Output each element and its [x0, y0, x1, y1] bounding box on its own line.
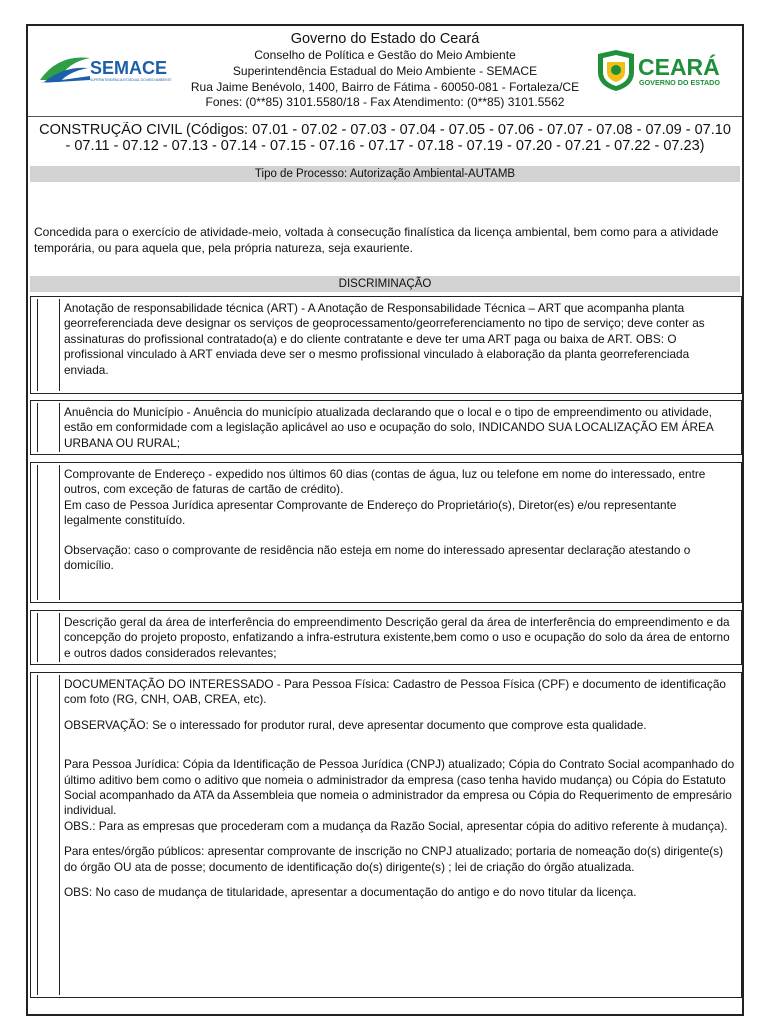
checklist-item-address-proof — [30, 462, 742, 603]
item-text: Anotação de responsabilidade técnica (ART) - A Anotação de Responsabilidade Técnica – ART que acompanha planta georreferenciada deve designar os serviços de geoprocessamento/georreferenciamento no tipo de serviço; deve conter as assinaturas do profissional contratado(a) e do cliente contratante e deve ter uma ART paga ou baixa de ART. OBS: O profissional vinculado à ART enviada deve ser o mesmo profissional vinculado à elaboração da planta georreferenciada enviada. — [64, 301, 705, 377]
discrimination-header: DISCRIMINAÇÃO — [30, 276, 740, 292]
checklist-item-art — [30, 296, 742, 394]
checkbox[interactable] — [37, 613, 60, 662]
checkbox[interactable] — [37, 675, 60, 995]
superintendency-name: Superintendência Estadual do Meio Ambiente - SEMACE — [232, 63, 538, 78]
process-type-bar: Tipo de Processo: Autorização Ambiental-AUTAMB — [30, 166, 740, 182]
checkbox[interactable] — [37, 465, 60, 600]
item-text: Anuência do Município - Anuência do município atualizada declarando que o local e o tipo de empreendimento ou atividade, estão em conformidade com a legislação aplicável ao uso e ocupação do solo, INDICANDO SUA LOCALIZAÇÃO EM ÁREA URBANA OU RURAL; — [64, 405, 714, 450]
checkbox[interactable] — [37, 299, 60, 391]
page-title: CONSTRUÇÃO CIVIL (Códigos: 07.01 - 07.02 - 07.03 - 07.04 - 07.05 - 07.06 - 07.07 - 07.08 - 07.09 - 07.10 - 07.11 - 07.12 - 07.13 - 07.14 - 07.15 - 07.16 - 07.17 - 07.18 - 07.19 - 07.20 - 07.21 - 07.22 - 07.23) — [39, 122, 731, 154]
semace-logo-subtext: SUPERINTENDÊNCIA ESTADUAL DO MEIO AMBIENTE — [90, 78, 172, 82]
checklist-item-area-description — [30, 610, 742, 665]
header — [28, 31, 742, 111]
semace-logo-text: SEMACE — [90, 58, 168, 78]
item-text: DOCUMENTAÇÃO DO INTERESSADO - Para Pessoa Física: Cadastro de Pessoa Física (CPF) e documento de identificação com foto (RG, CNH, OAB, CREA, etc). OBSERVAÇÃO: Se o interessado for produtor rural, deve apresentar documento que comprove esta qualidade. Para Pessoa Jurídica: Cópia da Identificação de Pessoa Jurídica (CNPJ) atualizado; Cópia do Contrato Social acompanhado do último aditivo bem como o aditivo que nomeia o administrador da empresa (caso tenha havido mudança) ou Cópia do Estatuto Social acompanhado da ATA da Assembleia que nomeia o administrador da empresa ou Cópia do Requerimento de empresário individual. OBS.: Para as empresas que procederam com a mudança da Razão Social, apresentar cópia do aditivo referente à mudança). Para entes/órgão públicos: apresentar comprovante de inscrição no CNPJ atualizado; portaria de nomeação do(s) dirigente(s) do órgão OU ata de posse; documento de identificação do(s) dirigente(s) ; lei de criação do órgão atualizada. OBS: No caso de mudança de titularidade, apresentar a documentação do antigo e do novo titular da licença. — [64, 677, 735, 900]
government-name: Governo do Estado do Ceará — [290, 31, 480, 47]
item-text: Comprovante de Endereço - expedido nos últimos 60 dias (contas de água, luz ou telefone em nome do interessado, entre outros, com exceção de faturas de cartão de crédito). Em caso de Pessoa Jurídica apresentar Comprovante de Endereço do Proprietário(s), Diretor(es) e/ou representante legalmente constituído. Observação: caso o comprovante de residência não esteja em nome do interessado apresentar declaração atestando o domicílio. — [64, 467, 706, 573]
ceara-logo-text: CEARÁ — [638, 54, 720, 80]
header-divider — [28, 116, 742, 117]
address: Rua Jaime Benévolo, 1400, Bairro de Fátima - 60050-081 - Fortaleza/CE — [190, 79, 580, 94]
checklist-item-documentation — [30, 672, 742, 998]
council-name: Conselho de Política e Gestão do Meio Ambiente — [254, 48, 516, 62]
checkbox[interactable] — [37, 403, 60, 452]
checklist-item-municipality — [30, 400, 742, 455]
phones: Fones: (0**85) 3101.5580/18 - Fax Atendimento: (0**85) 3101.5562 — [205, 95, 565, 110]
form-page — [26, 24, 744, 1016]
ceara-logo-subtext: GOVERNO DO ESTADO — [639, 78, 720, 87]
description: Concedida para o exercício de atividade-meio, voltada à consecução finalística da licença ambiental, bem como para a atividade temporária, ou para aquela que, pela própria natureza, seja exauriente. — [34, 225, 719, 255]
item-text: Descrição geral da área de interferência do empreendimento Descrição geral da área de interferência do empreendimento e da concepção do projeto proposto, enfatizando a infra-estrutura existente,bem como o uso e ocupação do solo da área de entorno e outros dados considerados relevantes; — [64, 615, 730, 660]
